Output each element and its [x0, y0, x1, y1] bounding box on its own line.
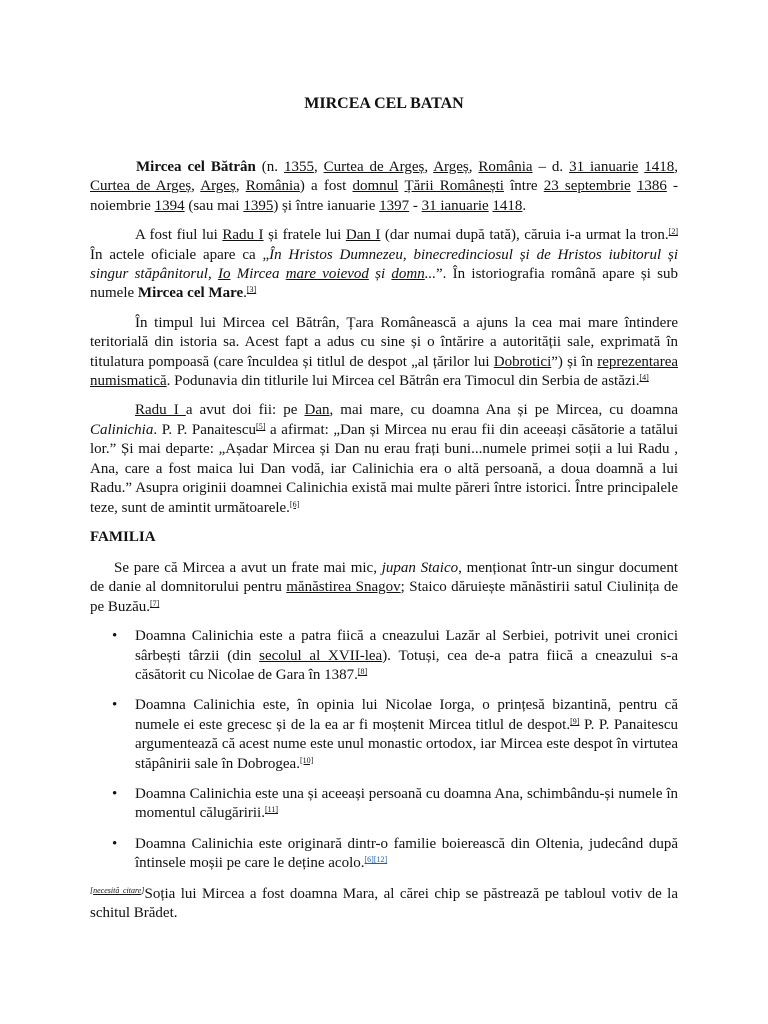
theories-list: [90, 627, 678, 873]
reference-9[interactable]: [9]: [570, 716, 580, 726]
text: A fost fiul lui: [135, 227, 223, 244]
italic-name: jupan Staico: [381, 559, 459, 576]
text: și fratele lui: [263, 227, 346, 244]
link-tarii-romanesti[interactable]: Țării Românești: [404, 178, 504, 195]
italic-title-text: și: [368, 266, 392, 283]
list-item: [90, 785, 678, 824]
link-1395[interactable]: 1395: [243, 197, 274, 214]
paragraph-territory: [90, 314, 678, 392]
text: (sau mai: [184, 197, 244, 214]
text: ”) și în: [551, 353, 598, 370]
list-item: [90, 696, 678, 774]
bold-name: Mircea cel Mare: [137, 285, 244, 302]
italic-name: Calinichia: [90, 421, 154, 438]
bold-name: Mircea cel Bătrân: [136, 159, 256, 175]
citation-needed-note: [necesită citare]: [90, 885, 145, 895]
text: Se pare că Mircea a avut un frate mai mic,: [114, 559, 382, 576]
text: În timpul lui Mircea cel Bătrân, Țara Românească a ajuns la cea mai mare întindere teritorială din istoria sa. Acest fapt a adus cu sine și o întărire a autorității sale, exprimată în titulatura pompoasă (care înculdea și titlul de despot „al țărilor lui: [90, 314, 678, 370]
italic-title-text: ...: [424, 266, 436, 283]
bullet-icon: •: [112, 697, 118, 714]
link-curtea-de-arges[interactable]: Curtea de Argeș: [90, 178, 192, 195]
text: (n.: [255, 159, 284, 175]
paragraph-brother: [90, 559, 678, 617]
text: ,: [468, 159, 479, 175]
text: -: [409, 197, 422, 214]
link-23-septembrie[interactable]: 23 septembrie: [543, 178, 631, 195]
list-item: [90, 627, 678, 685]
italic-title-text: Mircea: [230, 266, 286, 283]
link-manastirea-snagov[interactable]: mănăstirea Snagov: [286, 579, 401, 596]
link-radu-i[interactable]: Radu I: [135, 402, 186, 419]
link-necesita-citare[interactable]: necesită citare: [93, 885, 142, 895]
text: a afirmat: „Dan și Mircea nu erau fii din aceeași căsătorie a tatălui lor.” Și mai departe: „Așadar Mircea și Dan nu erau frați buni...numele primei soții a lui Radu , Ana, care a fost maica lui Dan vodă, iar Calinichia era o altă persoană, a doua doamnă a lui Radu.” Asupra originii doamnei Calinichia există mai multe păreri între istorici. Între principalele teze, sunt de amintit următoarele.: [90, 421, 678, 516]
text: În actele oficiale apare ca „: [90, 246, 270, 263]
text: ,: [191, 178, 201, 195]
text: Doamna Calinichia este originară dintr-o familie boierească din Oltenia, judecând după întinsele moșii pe care le deține acolo.: [135, 835, 678, 872]
bullet-icon: •: [112, 785, 118, 802]
text: ,: [235, 178, 246, 195]
text: ). Totuși, cea de-a patra fiică a cneazului s-a căsătorit cu Nicolae de Gara în 1387.: [135, 647, 678, 683]
link-curtea-de-arges[interactable]: Curtea de Argeș: [323, 159, 425, 175]
text: . P. P. Panaitescu: [153, 421, 257, 438]
reference-6-12[interactable]: [6][12]: [364, 855, 388, 865]
reference-10[interactable]: [10]: [299, 755, 314, 765]
text: .: [243, 285, 247, 302]
link-31-ianuarie[interactable]: 31 ianuarie: [421, 197, 489, 214]
reference-6[interactable]: [6]: [289, 499, 300, 509]
link-romania[interactable]: România: [478, 159, 533, 175]
italic-title-text: În Hristos Dumnezeu, binecredinciosul și de Hristos iubitorul și singur stăpânitorul,: [90, 246, 678, 283]
reference-2[interactable]: [2]: [668, 227, 678, 237]
text: ,: [424, 159, 434, 175]
text: – d.: [532, 159, 570, 175]
text: ,: [674, 159, 678, 175]
text: , menționat într-un singur document de danie al domnitorului pentru: [90, 559, 678, 596]
bullet-icon: •: [112, 835, 118, 852]
paragraph-wife: [90, 885, 678, 924]
text: - noiembrie: [90, 178, 679, 214]
reference-3[interactable]: [3]: [246, 285, 257, 295]
link-1418[interactable]: 1418: [644, 159, 675, 175]
text: . Podunavia din titlurile lui Mircea cel Bătrân era Timocul din Serbia de astăzi.: [166, 373, 640, 390]
link-1355[interactable]: 1355: [283, 159, 314, 175]
text: ; Staico dăruiește mănăstirii satul Ciulinița de pe Buzău.: [90, 579, 679, 615]
document-page: [90, 94, 678, 933]
link-dan-i[interactable]: Dan I: [345, 227, 381, 244]
text: Soția lui Mircea a fost doamna Mara, al cărei chip se păstrează pe tabloul votiv de la schitul Brădet.: [90, 885, 679, 921]
link-1386[interactable]: 1386: [636, 178, 667, 195]
text: Doamna Calinichia este una și aceeași persoană cu doamna Ana, schimbându-și numele în momentul călugăririi.: [135, 785, 678, 822]
text: ,: [313, 159, 324, 175]
link-dobrotici[interactable]: Dobrotici: [493, 353, 552, 370]
text: (dar numai după tată), căruia i-a urmat la tron.: [380, 227, 669, 244]
text: ) și între ianuarie: [273, 197, 380, 214]
text: ) a fost: [299, 178, 353, 195]
reference-7[interactable]: [7]: [149, 598, 160, 608]
reference-8[interactable]: [8]: [357, 666, 368, 676]
link-1397[interactable]: 1397: [379, 197, 410, 214]
reference-11[interactable]: [11]: [264, 805, 278, 815]
paragraph-parentage: [90, 226, 678, 304]
text: ”. În istoriografia română apare și sub numele: [90, 266, 679, 302]
document-title: MIRCEA CEL BATAN: [304, 95, 464, 112]
text: Doamna Calinichia este, în opinia lui Nicolae Iorga, o prințesă bizantină, pentru că numele ei este grecesc și de la ea ar fi moștenit Mircea titlul de despot.: [135, 697, 678, 733]
link-dan[interactable]: Dan: [304, 402, 330, 419]
link-1394[interactable]: 1394: [154, 197, 185, 214]
link-secolul-xvii[interactable]: secolul al XVII-lea: [259, 647, 383, 664]
paragraph-sons: [90, 401, 678, 517]
text: , mai mare, cu doamna Ana și pe Mircea, cu doamna: [329, 402, 678, 419]
link-1418[interactable]: 1418: [492, 197, 523, 214]
reference-4[interactable]: [4]: [639, 373, 649, 383]
link-arges[interactable]: Argeș: [200, 178, 236, 195]
text: între: [503, 178, 544, 195]
list-item: [90, 835, 678, 874]
link-romania[interactable]: România: [245, 178, 300, 195]
reference-5[interactable]: [5]: [256, 421, 266, 431]
link-radu-i[interactable]: Radu I: [222, 227, 264, 244]
bullet-icon: •: [112, 628, 118, 645]
section-heading-familia: FAMILIA: [90, 528, 156, 545]
link-io[interactable]: Io: [217, 266, 231, 283]
link-domn[interactable]: domn: [391, 266, 425, 283]
text: a avut doi fii: pe: [185, 402, 305, 419]
text: .: [522, 197, 527, 214]
paragraph-intro: [90, 158, 678, 216]
text: Doamna Calinichia este a patra fiică a cneazului Lazăr al Serbiei, potrivit unei cronici sârbești târzii (din: [135, 628, 678, 664]
link-arges[interactable]: Argeș: [433, 159, 469, 175]
link-mare-voievod[interactable]: mare voievod: [285, 266, 369, 283]
link-31-ianuarie[interactable]: 31 ianuarie: [569, 159, 639, 175]
link-domnul[interactable]: domnul: [352, 178, 399, 195]
link-reprezentarea-numismatica[interactable]: reprezentarea numismatică: [90, 353, 679, 390]
text: P. P. Panaitescu argumentează că acest nume este unul monastic ortodox, iar Mircea este despot în virtutea stăpânirii sale în Dobrogea.: [135, 716, 678, 772]
